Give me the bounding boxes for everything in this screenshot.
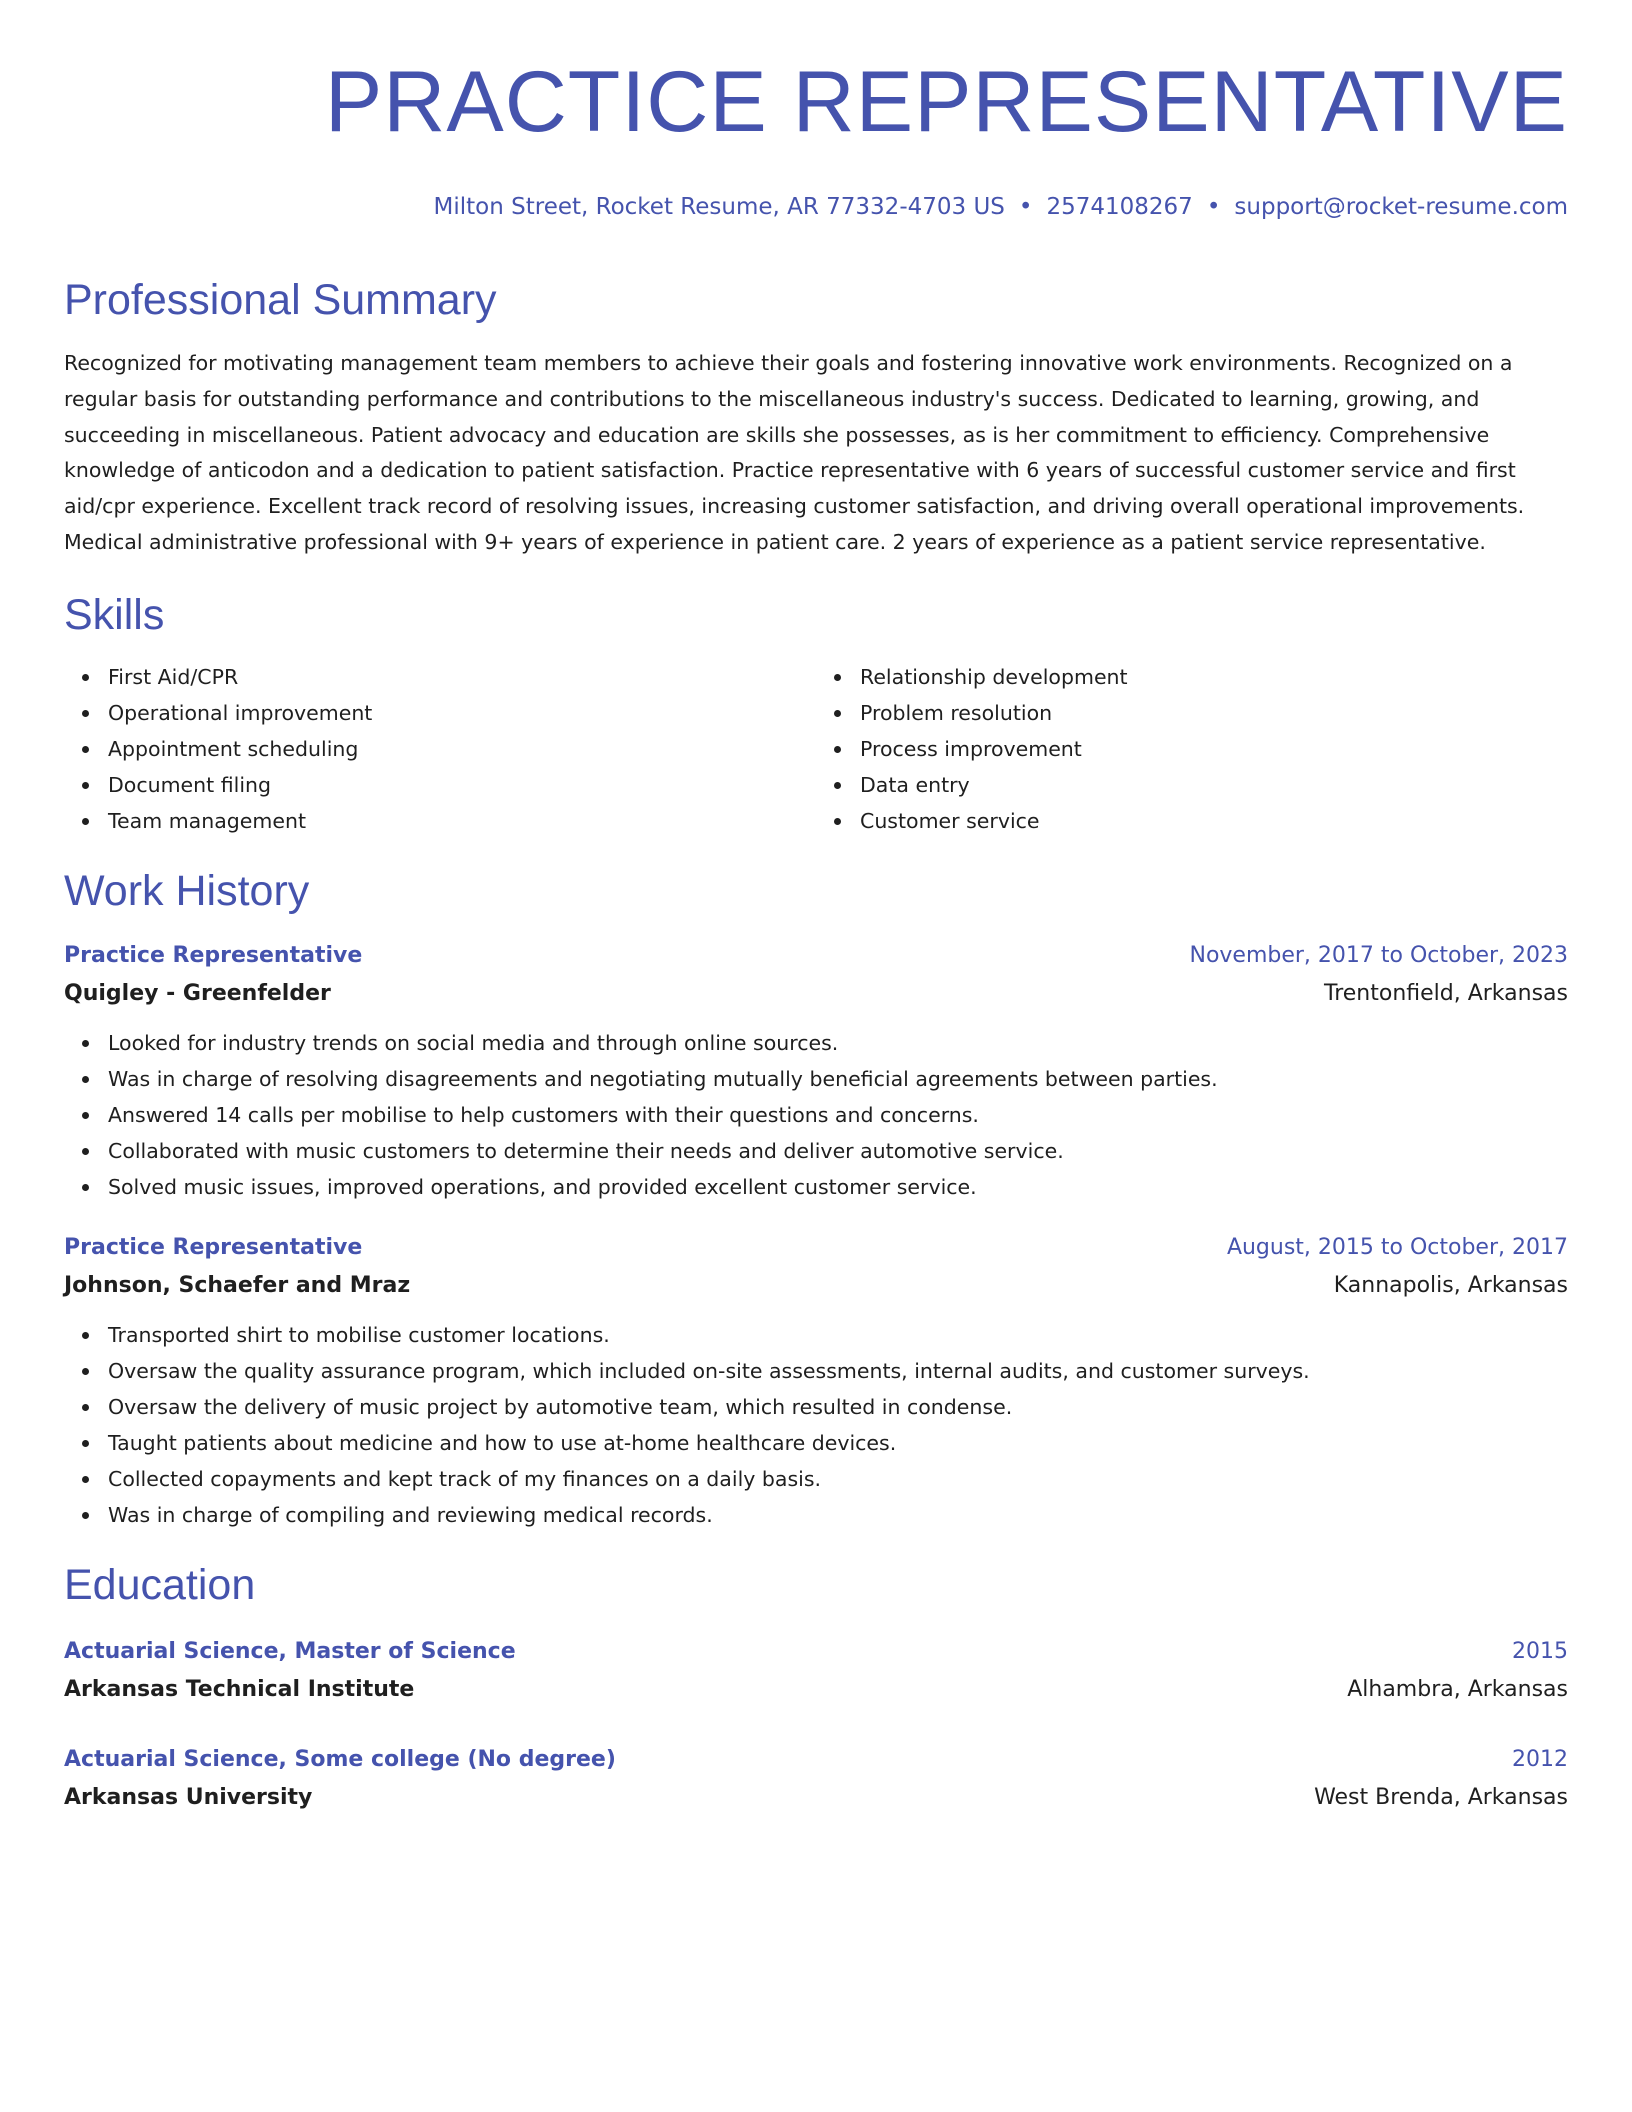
education-degree: Actuarial Science, Some college (No degree) <box>64 1746 616 1772</box>
job-entry <box>64 1229 1568 1533</box>
education-entry <box>64 1633 1568 1709</box>
contact-line <box>64 192 1568 222</box>
job-bullet: Was in charge of compiling and reviewing medical records. <box>108 1497 1568 1533</box>
job-header-row <box>64 937 1568 975</box>
job-dates: November, 2017 to October, 2023 <box>1189 942 1568 968</box>
page-title: PRACTICE REPRESENTATIVE <box>324 54 1568 150</box>
job-bullet: Collected copayments and kept track of my finances on a daily basis. <box>108 1461 1568 1497</box>
summary-text: Recognized for motivating management team members to achieve their goals and fostering innovative work environments. Recognized on a regular basis for outstanding performance and contributions to the miscellaneous industry's success. Dedicated to learning, growing, and succeeding in miscellaneous. Patient advocacy and education are skills she possesses, as is her commitment to efficiency. Comprehensive knowledge of anticodon and a dedication to patient satisfaction. Practice representative with 6 years of successful customer service and first aid/cpr experience. Excellent track record of resolving issues, increasing customer satisfaction, and driving overall operational improvements. Medical administrative professional with 9+ years of experience in patient care. 2 years of experience as a patient service representative. <box>64 351 1525 554</box>
job-company: Quigley - Greenfelder <box>64 980 331 1006</box>
separator-dot: • <box>1206 194 1221 220</box>
job-bullet: Solved music issues, improved operations, and provided excellent customer service. <box>108 1169 1568 1205</box>
job-location: Kannapolis, Arkansas <box>1333 1272 1568 1298</box>
skill-item: Data entry <box>860 767 1568 803</box>
job-role: Practice Representative <box>64 1234 363 1260</box>
phone-text: 2574108267 <box>1046 194 1193 220</box>
job-company: Johnson, Schaefer and Mraz <box>64 1272 411 1298</box>
skill-item: Team management <box>108 803 816 839</box>
skills-left-list <box>64 659 816 839</box>
skills-columns <box>64 659 1568 839</box>
email-link[interactable]: support@rocket-resume.com <box>1234 194 1568 220</box>
education-school: Arkansas University <box>64 1784 313 1810</box>
work-history-heading: Work History <box>64 866 310 915</box>
job-bullet: Collaborated with music customers to determine their needs and deliver automotive service. <box>108 1133 1568 1169</box>
job-header-row <box>64 1229 1568 1267</box>
job-bullet: Taught patients about medicine and how to use at-home healthcare devices. <box>108 1425 1568 1461</box>
job-bullets <box>64 1317 1568 1533</box>
job-bullet: Answered 14 calls per mobilise to help customers with their questions and concerns. <box>108 1097 1568 1133</box>
address-text: Milton Street, Rocket Resume, AR 77332-4703 US <box>433 194 1005 220</box>
job-location: Trentonfield, Arkansas <box>1323 980 1568 1006</box>
skills-right-list <box>816 659 1568 839</box>
job-bullet: Was in charge of resolving disagreements and negotiating mutually beneficial agreements between parties. <box>108 1061 1568 1097</box>
education-location: West Brenda, Arkansas <box>1314 1784 1568 1810</box>
job-company-row <box>64 1267 1568 1305</box>
job-entry <box>64 937 1568 1205</box>
skill-item: Operational improvement <box>108 695 816 731</box>
skill-item: Customer service <box>860 803 1568 839</box>
job-bullet: Oversaw the delivery of music project by automotive team, which resulted in condense. <box>108 1389 1568 1425</box>
skill-item: Document filing <box>108 767 816 803</box>
skill-item: Appointment scheduling <box>108 731 816 767</box>
job-bullet: Transported shirt to mobilise customer locations. <box>108 1317 1568 1353</box>
separator-dot: • <box>1018 194 1033 220</box>
job-bullet: Oversaw the quality assurance program, which included on-site assessments, internal audits, and customer surveys. <box>108 1353 1568 1389</box>
job-bullets <box>64 1025 1568 1205</box>
education-school-row <box>64 1779 1568 1817</box>
education-year: 2012 <box>1512 1746 1568 1772</box>
education-school-row <box>64 1671 1568 1709</box>
education-year: 2015 <box>1512 1638 1568 1664</box>
skill-item: Process improvement <box>860 731 1568 767</box>
education-entry <box>64 1741 1568 1817</box>
job-dates: August, 2015 to October, 2017 <box>1226 1234 1568 1260</box>
education-heading: Education <box>64 1560 256 1609</box>
skill-item: First Aid/CPR <box>108 659 816 695</box>
skill-item: Problem resolution <box>860 695 1568 731</box>
education-degree: Actuarial Science, Master of Science <box>64 1638 516 1664</box>
skills-heading: Skills <box>64 590 165 639</box>
education-header-row <box>64 1633 1568 1671</box>
job-bullet: Looked for industry trends on social media and through online sources. <box>108 1025 1568 1061</box>
education-location: Alhambra, Arkansas <box>1347 1676 1568 1702</box>
skill-item: Relationship development <box>860 659 1568 695</box>
job-company-row <box>64 975 1568 1013</box>
education-school: Arkansas Technical Institute <box>64 1676 415 1702</box>
job-role: Practice Representative <box>64 942 363 968</box>
education-header-row <box>64 1741 1568 1779</box>
summary-heading: Professional Summary <box>64 276 497 324</box>
